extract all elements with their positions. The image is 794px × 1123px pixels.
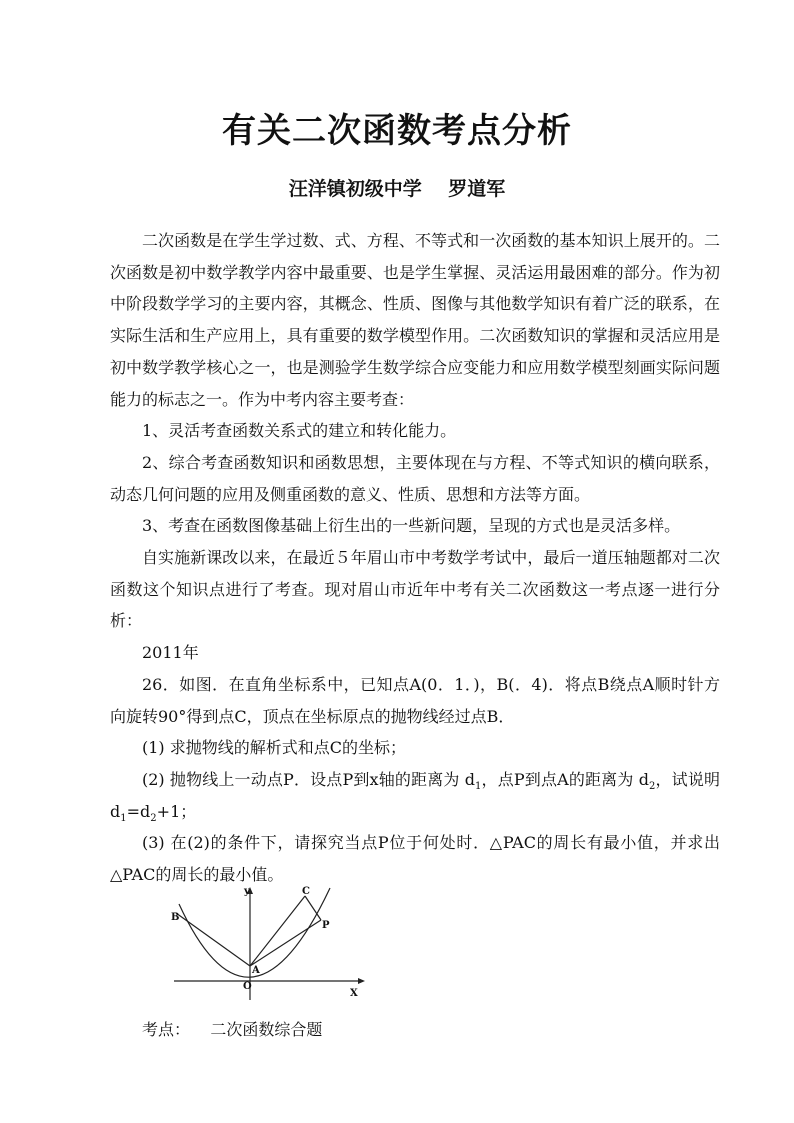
exam-point-value: 二次函数综合题	[210, 1020, 323, 1039]
label-y: y	[244, 886, 250, 897]
segment-ac	[250, 896, 305, 966]
parabola-figure	[162, 880, 372, 1002]
exam-point-line	[142, 1017, 322, 1040]
question-26-stem: 26．如图．在直角坐标系中，已知点A(0．1．)，B(．4)．将点B绕点A顺时针方向旋转90°得到点C，顶点在坐标原点的抛物线经过点B．	[110, 674, 720, 726]
paragraph-point-3: 3、考查在函数图像基础上衍生出的一些新问题，呈现的方式也是灵活多样。	[142, 516, 681, 536]
label-o: O	[243, 981, 252, 992]
parabola-curve	[179, 888, 330, 977]
label-a: A	[252, 965, 260, 976]
label-x: X	[350, 988, 358, 999]
exam-point-label: 考点：	[142, 1020, 191, 1039]
label-p: P	[322, 920, 330, 931]
segment-cp	[305, 896, 321, 920]
paragraph-year: 2011年	[142, 643, 199, 663]
question-part-3: (3) 在(2)的条件下，请探究当点P位于何处时．△PAC的周长有最小值，并求出△PAC的周长的最小值。	[110, 833, 720, 885]
paragraph-point-2: 2、综合考查函数知识和函数思想，主要体现在与方程、不等式知识的横向联系，动态几何问题的应用及侧重函数的意义、性质、思想和方法等方面。	[110, 452, 720, 504]
segment-ap	[250, 920, 321, 966]
label-c: C	[302, 886, 310, 897]
paragraph-point-1: 1、灵活考查函数关系式的建立和转化能力。	[142, 421, 457, 441]
x-axis-arrow	[358, 978, 365, 984]
paragraph-intro: 二次函数是在学生学过数、式、方程、不等式和一次函数的基本知识上展开的。二次函数是初中数学教学内容中最重要、也是学生掌握、灵活运用最困难的部分。作为初中阶段数学学习的主要内容，其概念、性质、图像与其他数学知识有着广泛的联系，在实际生活和生产应用上，具有重要的数学模型作用。二次函数知识的掌握和灵活应用是初中数学教学核心之一，也是测验学生数学综合应变能力和应用数学模型刻画实际问题能力的标志之一。作为中考内容主要考查：	[110, 231, 720, 409]
question-part-1: (1) 求抛物线的解析式和点C的坐标；	[142, 738, 406, 758]
author-line: 汪洋镇初级中学 罗道军	[288, 178, 506, 200]
paragraph-overview: 自实施新课改以来，在最近５年眉山市中考数学考试中，最后一道压轴题都对二次函数这个知识点进行了考查。现对眉山市近年中考有关二次函数这一考点逐一进行分析：	[110, 548, 720, 631]
question-part-2: (2) 抛物线上一动点P．设点P到x轴的距离为 $d_1$，点P到点A的距离为 $d_2$，试说明 $d_1=d_2+1$；	[110, 769, 720, 824]
page-title: 有关二次函数考点分析	[222, 111, 572, 151]
label-b: B	[171, 912, 180, 923]
document-body	[110, 225, 720, 891]
